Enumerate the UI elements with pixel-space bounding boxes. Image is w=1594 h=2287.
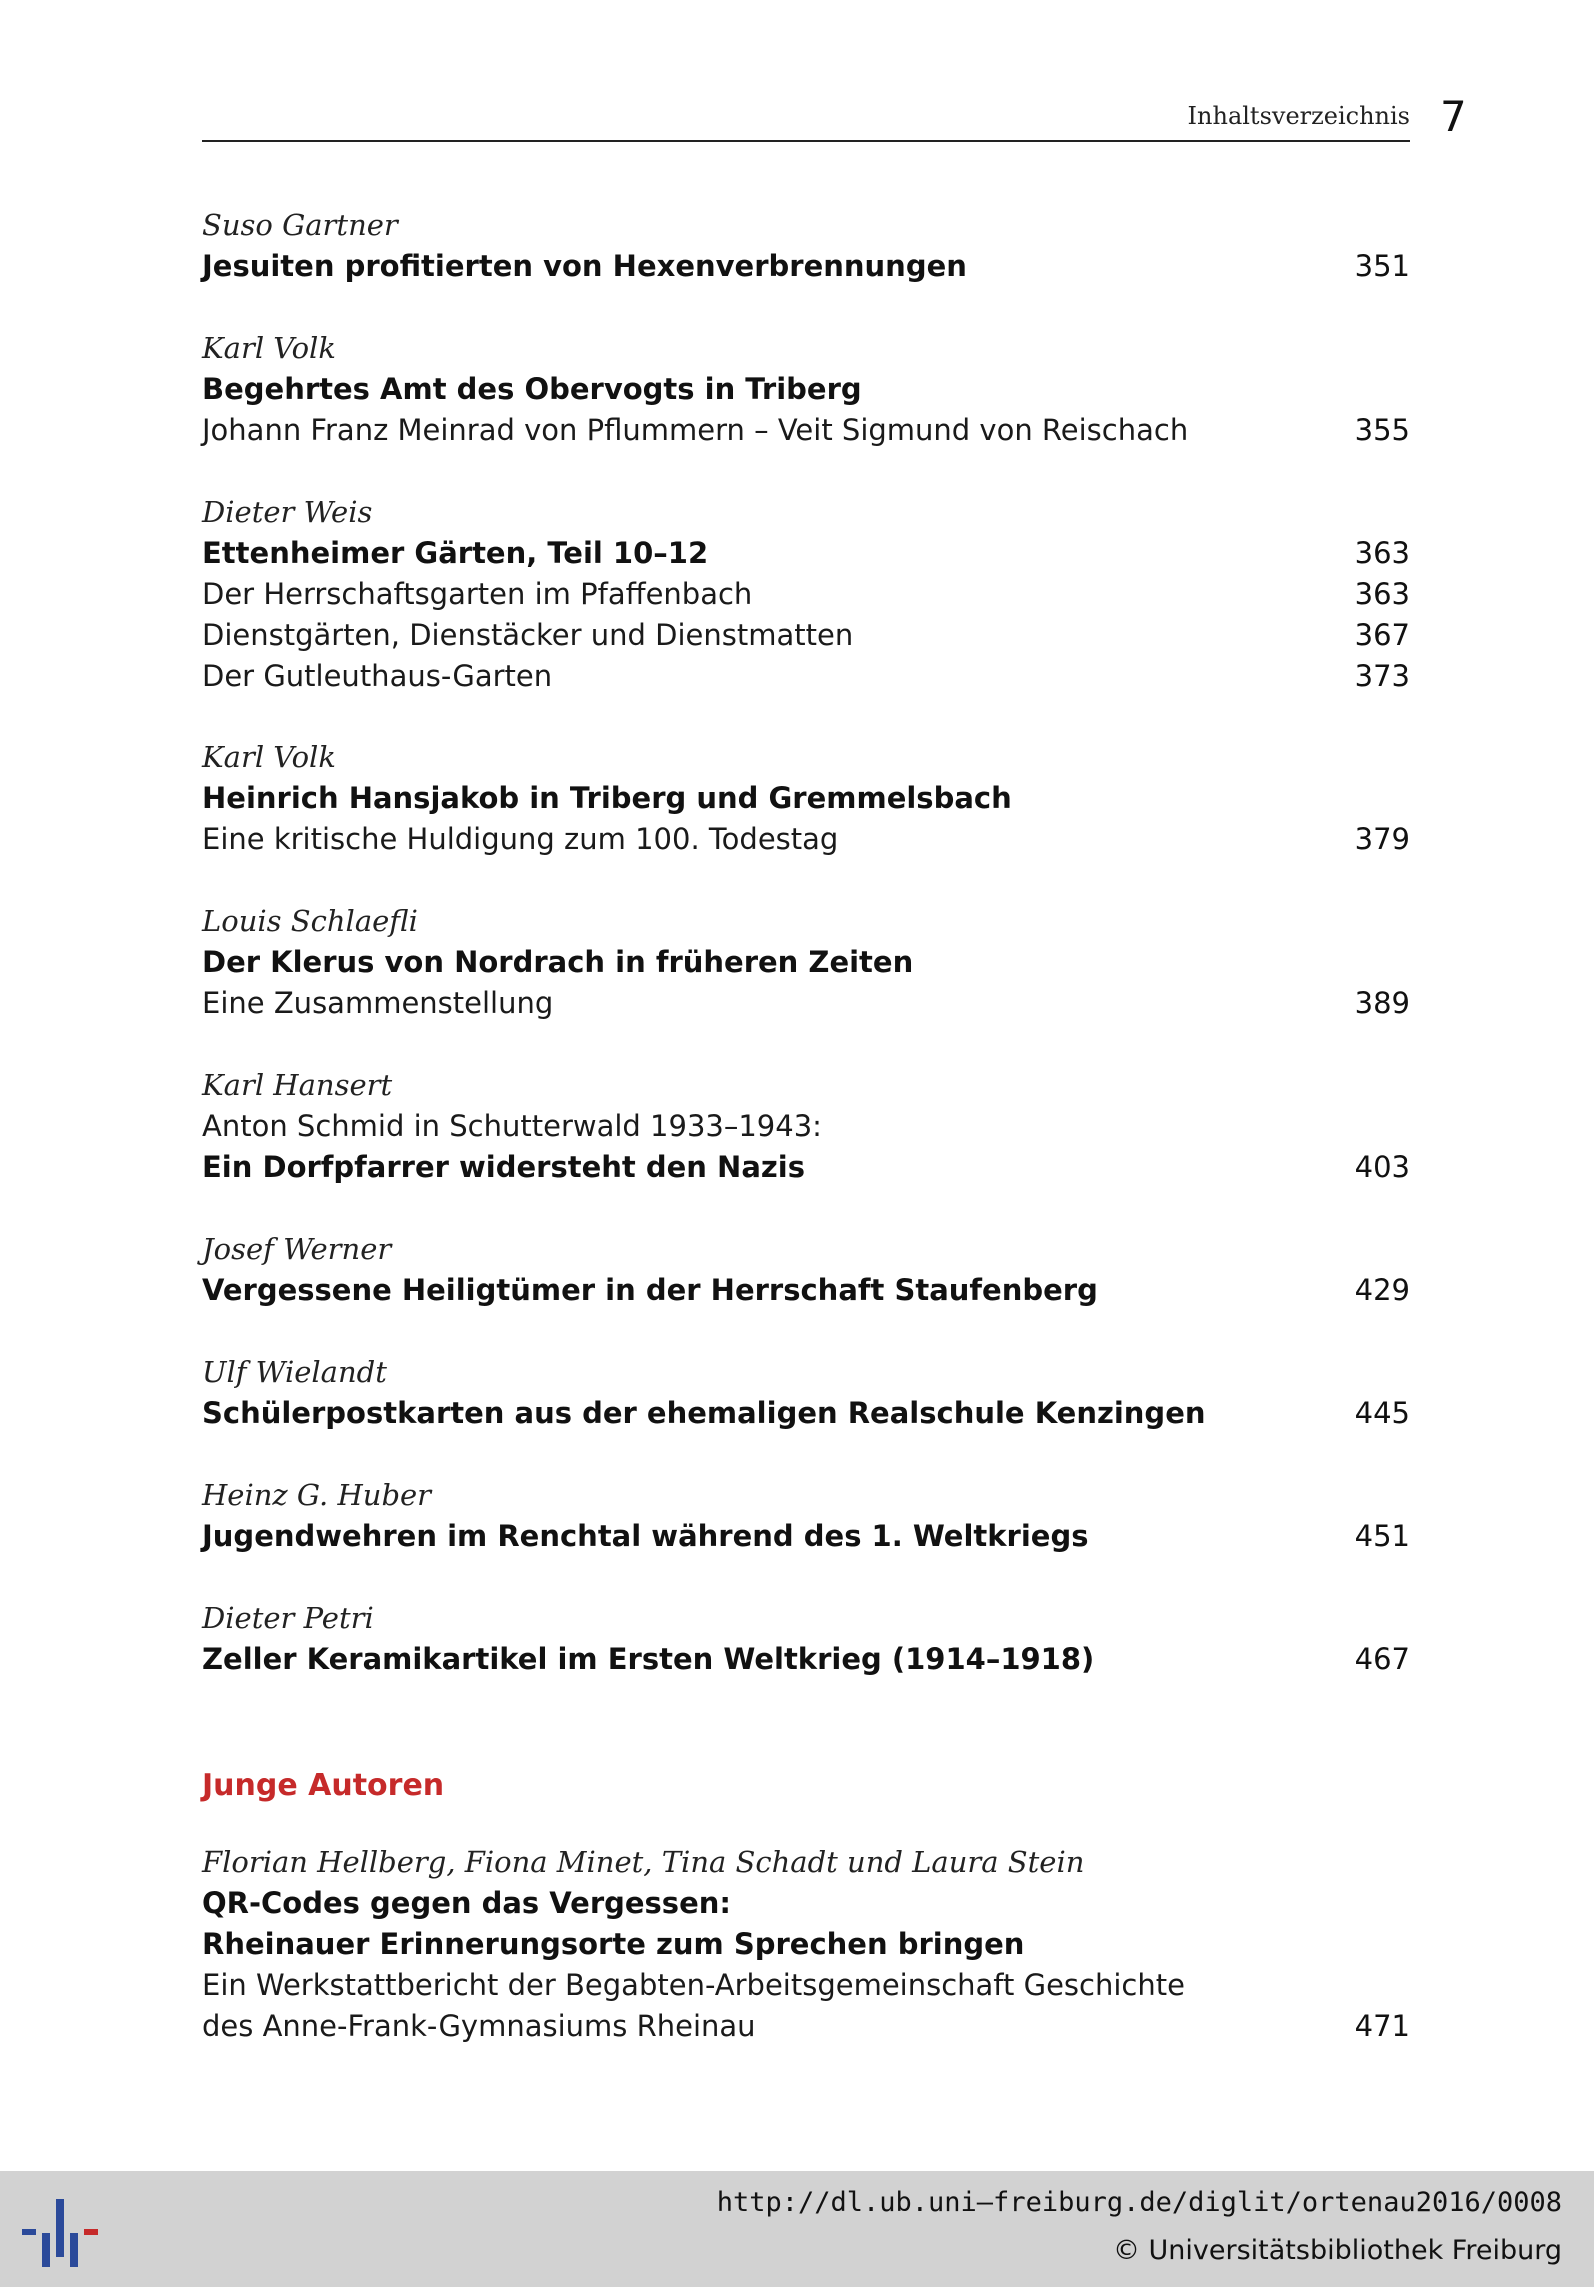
entry-text: Ettenheimer Gärten, Teil 10–12: [202, 536, 709, 570]
entry-text: Anton Schmid in Schutterwald 1933–1943:: [202, 1109, 822, 1143]
entry-subtitle: [202, 656, 1410, 697]
entry-title: [202, 1270, 1410, 1311]
entry-author: Heinz G. Huber: [202, 1478, 432, 1512]
entry-title: [202, 1883, 1410, 1924]
entry-title: [202, 1516, 1410, 1557]
entry-page-number: 367: [1354, 618, 1410, 652]
entry-text: Heinrich Hansjakob in Triberg und Gremmelsbach: [202, 781, 1012, 815]
entry-title: [202, 246, 1410, 287]
entry-author: Karl Volk: [202, 331, 336, 365]
entry-author: Dieter Petri: [202, 1601, 374, 1635]
toc-entry: [202, 1598, 1410, 1680]
entry-subtitle: [202, 574, 1410, 615]
entry-text: QR-Codes gegen das Vergessen:: [202, 1886, 731, 1920]
page-number: 7: [1440, 92, 1467, 141]
entry-text: Vergessene Heiligtümer in der Herrschaft Staufenberg: [202, 1273, 1098, 1307]
entry-text: Der Gutleuthaus-Garten: [202, 659, 553, 693]
entry-author: Suso Gartner: [202, 208, 398, 242]
entry-text: Der Herrschaftsgarten im Pfaffenbach: [202, 577, 753, 611]
entry-title: [202, 533, 1410, 574]
entry-page-number: 379: [1354, 822, 1410, 856]
toc-entry: [202, 328, 1410, 451]
toc-entry: [202, 205, 1410, 287]
entry-title: [202, 778, 1410, 819]
entry-page-number: 373: [1354, 659, 1410, 693]
entry-page-number: 451: [1354, 1519, 1410, 1553]
entry-subtitle: [202, 1965, 1410, 2006]
entry-subtitle: [202, 2006, 1410, 2047]
entry-subtitle: [202, 1106, 1410, 1147]
toc-entry: [202, 901, 1410, 1024]
entry-page-number: 429: [1354, 1273, 1410, 1307]
toc-entry: [202, 1065, 1410, 1188]
entry-page-number: 389: [1354, 986, 1410, 1020]
entry-title: [202, 369, 1410, 410]
library-logo-icon: [22, 2193, 102, 2273]
toc-entry: [202, 1229, 1410, 1311]
entry-text: Schülerpostkarten aus der ehemaligen Realschule Kenzingen: [202, 1396, 1206, 1430]
entry-title: [202, 1924, 1410, 1965]
entry-author: Florian Hellberg, Fiona Minet, Tina Schadt und Laura Stein: [202, 1845, 1085, 1879]
entry-text: Zeller Keramikartikel im Ersten Weltkrieg (1914–1918): [202, 1642, 1095, 1676]
entry-text: Jesuiten profitierten von Hexenverbrennungen: [202, 249, 967, 283]
header-title: Inhaltsverzeichnis: [1187, 102, 1410, 130]
entry-page-number: 363: [1354, 536, 1410, 570]
footer-url-link[interactable]: http://dl.ub.uni–freiburg.de/diglit/ortenau2016/0008: [716, 2187, 1562, 2218]
entry-title: [202, 1639, 1410, 1680]
header-rule: [202, 140, 1410, 142]
entry-page-number: 467: [1354, 1642, 1410, 1676]
entry-page-number: 403: [1354, 1150, 1410, 1184]
entry-text: Ein Werkstattbericht der Begabten-Arbeitsgemeinschaft Geschichte: [202, 1968, 1185, 2002]
entry-subtitle: [202, 410, 1410, 451]
entry-author: Louis Schlaefli: [202, 904, 418, 938]
entry-text: Eine kritische Huldigung zum 100. Todestag: [202, 822, 839, 856]
entry-author: Dieter Weis: [202, 495, 373, 529]
entry-page-number: 445: [1354, 1396, 1410, 1430]
entry-text: Dienstgärten, Dienstäcker und Dienstmatten: [202, 618, 854, 652]
toc-entry: [202, 737, 1410, 860]
entry-author: Ulf Wielandt: [202, 1355, 387, 1389]
entry-page-number: 351: [1354, 249, 1410, 283]
entry-text: Rheinauer Erinnerungsorte zum Sprechen bringen: [202, 1927, 1025, 1961]
footer-copyright: © Universitätsbibliothek Freiburg: [1112, 2235, 1562, 2266]
entry-text: Begehrtes Amt des Obervogts in Triberg: [202, 372, 862, 406]
entry-text: Johann Franz Meinrad von Pflummern – Veit Sigmund von Reischach: [202, 413, 1189, 447]
footer-bar: [0, 2171, 1594, 2287]
toc-entry: [202, 1475, 1410, 1557]
entry-text: Eine Zusammenstellung: [202, 986, 554, 1020]
entry-author: Josef Werner: [202, 1232, 392, 1266]
toc-entry: [202, 492, 1410, 697]
entry-text: des Anne-Frank-Gymnasiums Rheinau: [202, 2009, 756, 2043]
entry-subtitle: [202, 819, 1410, 860]
entry-subtitle: [202, 615, 1410, 656]
entry-author: Karl Volk: [202, 740, 336, 774]
toc-entry: [202, 1352, 1410, 1434]
entry-title: [202, 1393, 1410, 1434]
entry-text: Ein Dorfpfarrer widersteht den Nazis: [202, 1150, 805, 1184]
entry-title: [202, 1147, 1410, 1188]
entry-subtitle: [202, 983, 1410, 1024]
section-heading: Junge Autoren: [202, 1768, 445, 1803]
toc-entry: [202, 1842, 1410, 2047]
entry-title: [202, 942, 1410, 983]
entry-page-number: 471: [1354, 2009, 1410, 2043]
entry-page-number: 355: [1354, 413, 1410, 447]
entry-author: Karl Hansert: [202, 1068, 393, 1102]
entry-text: Jugendwehren im Renchtal während des 1. Weltkriegs: [202, 1519, 1089, 1553]
entry-text: Der Klerus von Nordrach in früheren Zeiten: [202, 945, 914, 979]
entry-page-number: 363: [1354, 577, 1410, 611]
